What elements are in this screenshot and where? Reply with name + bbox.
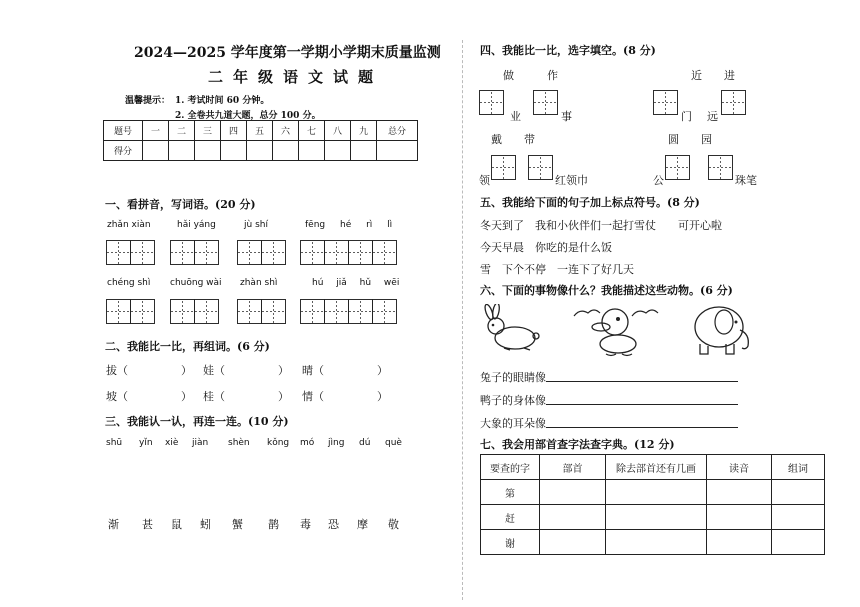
score-table-header-row bbox=[104, 121, 418, 141]
q3-char-2: 甚 bbox=[142, 518, 153, 531]
q3-char-7: 毒 bbox=[300, 518, 311, 531]
q1-pinyin-6: chuōng wài bbox=[170, 278, 222, 288]
q1-grid-8[interactable] bbox=[300, 299, 396, 324]
q2-char-1: 拔（ bbox=[106, 364, 128, 377]
dict-row bbox=[481, 530, 825, 555]
q1-grid-4[interactable] bbox=[300, 240, 396, 265]
score-input-cell[interactable] bbox=[273, 141, 299, 161]
q4-title: 四、我能比一比，选字填空。(8 分) bbox=[480, 44, 656, 57]
exam-subtitle: 二年级语文试题 bbox=[208, 68, 384, 86]
q3-pinyin-2: yǐn bbox=[139, 438, 153, 448]
dictionary-table bbox=[480, 454, 825, 555]
q3-char-5: 蟹 bbox=[232, 518, 243, 531]
q3-pinyin-10: què bbox=[385, 438, 402, 448]
score-cell: 八 bbox=[325, 121, 351, 141]
q4-word-4: 远 bbox=[707, 110, 718, 123]
score-input-cell[interactable] bbox=[299, 141, 325, 161]
q2-paren-close: ） bbox=[181, 364, 192, 377]
q4-word-2: 事 bbox=[561, 110, 572, 123]
q2-paren-close: ） bbox=[278, 390, 289, 403]
q1-pinyin-1: zhǎn xiàn bbox=[107, 220, 151, 230]
dict-char-cell: 赶 bbox=[481, 505, 540, 530]
q6-answer-line-1[interactable] bbox=[546, 381, 738, 382]
q6-answer-line-3[interactable] bbox=[546, 427, 738, 428]
q4-pair-3: 戴 带 bbox=[491, 133, 535, 146]
q4-word-3: 门 bbox=[681, 110, 692, 123]
q2-paren-close: ） bbox=[377, 390, 388, 403]
q2-char-6: 情（ bbox=[302, 390, 324, 403]
q5-sentence-1: 冬天到了 我和小伙伴们一起打雪仗 可开心啦 bbox=[480, 219, 722, 232]
q4-box-7[interactable] bbox=[665, 155, 689, 180]
score-input-cell[interactable] bbox=[325, 141, 351, 161]
score-cell: 二 bbox=[169, 121, 195, 141]
score-cell: 题号 bbox=[104, 121, 143, 141]
q4-box-6[interactable] bbox=[528, 155, 552, 180]
score-input-cell[interactable] bbox=[169, 141, 195, 161]
q3-pinyin-8: jìng bbox=[328, 438, 345, 448]
dict-header-cell: 除去部首还有几画 bbox=[606, 455, 707, 480]
dict-answer-cell[interactable] bbox=[772, 530, 825, 555]
q1-grid-2[interactable] bbox=[170, 240, 218, 265]
q4-word-7: 公 bbox=[653, 174, 664, 187]
score-input-cell[interactable] bbox=[351, 141, 377, 161]
q1-grid-5[interactable] bbox=[106, 299, 154, 324]
score-input-cell[interactable] bbox=[143, 141, 169, 161]
dict-answer-cell[interactable] bbox=[606, 505, 707, 530]
q1-grid-7[interactable] bbox=[237, 299, 285, 324]
q3-pinyin-1: shū bbox=[106, 438, 123, 448]
q5-title: 五、我能给下面的句子加上标点符号。(8 分) bbox=[480, 196, 700, 209]
q5-sentence-3: 雪 下个不停 一连下了好几天 bbox=[480, 263, 634, 276]
dict-answer-cell[interactable] bbox=[606, 480, 707, 505]
dict-header-cell: 部首 bbox=[540, 455, 606, 480]
q2-char-3: 晴（ bbox=[302, 364, 324, 377]
dict-answer-cell[interactable] bbox=[540, 480, 606, 505]
q4-word-1: 业 bbox=[510, 110, 521, 123]
q1-title: 一、看拼音，写词语。(20 分) bbox=[105, 198, 256, 211]
tip-line-1: 1. 考试时间 60 分钟。 bbox=[175, 96, 270, 106]
q1-grid-3[interactable] bbox=[237, 240, 285, 265]
score-cell: 四 bbox=[221, 121, 247, 141]
q4-pair-4: 圆 园 bbox=[668, 133, 712, 146]
q5-sentence-2: 今天早晨 你吃的是什么饭 bbox=[480, 241, 612, 254]
q4-box-2[interactable] bbox=[533, 90, 557, 115]
score-table bbox=[103, 120, 418, 161]
q3-pinyin-3: xiè bbox=[165, 438, 179, 448]
dict-char-cell: 第 bbox=[481, 480, 540, 505]
dict-answer-cell[interactable] bbox=[772, 480, 825, 505]
q3-char-8: 恐 bbox=[328, 518, 339, 531]
q6-title: 六、下面的事物像什么？我能描述这些动物。(6 分) bbox=[480, 284, 733, 297]
q2-paren-close: ） bbox=[278, 364, 289, 377]
exam-title: 2024—2025 学年度第一学期小学期末质量监测 bbox=[134, 45, 441, 61]
score-cell: 一 bbox=[143, 121, 169, 141]
q7-title: 七、我会用部首查字法查字典。(12 分) bbox=[480, 438, 675, 451]
q4-box-8[interactable] bbox=[708, 155, 732, 180]
q2-paren-close: ） bbox=[377, 364, 388, 377]
score-table-score-row bbox=[104, 141, 418, 161]
score-cell: 总分 bbox=[377, 121, 418, 141]
q1-pinyin-2: hǎi yáng bbox=[177, 220, 216, 230]
q6-line-2-label: 鸭子的身体像 bbox=[480, 394, 546, 407]
dict-answer-cell[interactable] bbox=[772, 505, 825, 530]
q3-pinyin-9: dú bbox=[359, 438, 371, 448]
dict-header-row bbox=[481, 455, 825, 480]
dict-answer-cell[interactable] bbox=[540, 505, 606, 530]
score-input-cell[interactable] bbox=[221, 141, 247, 161]
column-divider bbox=[462, 40, 463, 600]
q4-box-4[interactable] bbox=[721, 90, 745, 115]
q1-pinyin-4: fēng hé rì lì bbox=[305, 220, 393, 230]
duck-illustration bbox=[570, 300, 660, 358]
q4-pair-1: 做 作 bbox=[503, 69, 558, 82]
score-input-cell[interactable] bbox=[195, 141, 221, 161]
score-cell: 六 bbox=[273, 121, 299, 141]
dict-row bbox=[481, 480, 825, 505]
q3-pinyin-7: mó bbox=[300, 438, 315, 448]
tip-line-2: 2. 全卷共九道大题，总分 100 分。 bbox=[175, 111, 321, 121]
q3-char-3: 鼠 bbox=[171, 518, 182, 531]
q2-char-4: 坡（ bbox=[106, 390, 128, 403]
q3-char-9: 摩 bbox=[357, 518, 368, 531]
q6-answer-line-2[interactable] bbox=[546, 404, 738, 405]
q3-char-10: 敬 bbox=[388, 518, 399, 531]
tip-label: 温馨提示： bbox=[125, 96, 171, 106]
dict-char-cell: 谢 bbox=[481, 530, 540, 555]
q1-pinyin-5: chéng shì bbox=[107, 278, 151, 288]
q4-pair-2: 近 进 bbox=[691, 69, 735, 82]
score-input-cell[interactable] bbox=[377, 141, 418, 161]
q2-char-2: 娃（ bbox=[203, 364, 225, 377]
q3-title: 三、我能认一认，再连一连。(10 分) bbox=[105, 415, 289, 428]
dict-answer-cell[interactable] bbox=[707, 530, 772, 555]
q2-paren-close: ） bbox=[181, 390, 192, 403]
q1-grid-1[interactable] bbox=[106, 240, 154, 265]
q3-char-4: 蚓 bbox=[200, 518, 211, 531]
q4-box-3[interactable] bbox=[653, 90, 677, 115]
q3-char-1: 渐 bbox=[108, 518, 119, 531]
score-cell: 五 bbox=[247, 121, 273, 141]
score-cell: 三 bbox=[195, 121, 221, 141]
q1-pinyin-7: zhàn shì bbox=[240, 278, 278, 288]
rabbit-illustration bbox=[480, 304, 544, 352]
q1-pinyin-3: jù shí bbox=[244, 220, 268, 230]
q3-pinyin-4: jiàn bbox=[192, 438, 209, 448]
q6-line-3-label: 大象的耳朵像 bbox=[480, 417, 546, 430]
dict-row bbox=[481, 505, 825, 530]
score-cell: 九 bbox=[351, 121, 377, 141]
dict-header-cell: 读音 bbox=[707, 455, 772, 480]
dict-answer-cell[interactable] bbox=[540, 530, 606, 555]
dict-header-cell: 组词 bbox=[772, 455, 825, 480]
q4-word-6: 红领巾 bbox=[555, 174, 588, 187]
q4-word-5: 领 bbox=[479, 174, 490, 187]
q2-title: 二、我能比一比，再组词。(6 分) bbox=[105, 340, 270, 353]
q4-box-5[interactable] bbox=[491, 155, 515, 180]
dict-answer-cell[interactable] bbox=[707, 480, 772, 505]
q3-pinyin-5: shèn bbox=[228, 438, 250, 448]
q2-char-5: 桂（ bbox=[203, 390, 225, 403]
score-input-cell[interactable] bbox=[247, 141, 273, 161]
q3-char-6: 鹊 bbox=[268, 518, 279, 531]
dict-answer-cell[interactable] bbox=[606, 530, 707, 555]
q1-pinyin-8: hú jiǎ hǔ wēi bbox=[312, 278, 400, 288]
q1-grid-6[interactable] bbox=[170, 299, 218, 324]
score-row-label: 得分 bbox=[104, 141, 143, 161]
q6-line-1-label: 兔子的眼睛像 bbox=[480, 371, 546, 384]
elephant-illustration bbox=[686, 300, 756, 358]
q4-word-8: 珠笔 bbox=[735, 174, 757, 187]
q4-box-1[interactable] bbox=[479, 90, 503, 115]
dict-header-cell: 要查的字 bbox=[481, 455, 540, 480]
score-cell: 七 bbox=[299, 121, 325, 141]
q3-pinyin-6: kǒng bbox=[267, 438, 290, 448]
dict-answer-cell[interactable] bbox=[707, 505, 772, 530]
